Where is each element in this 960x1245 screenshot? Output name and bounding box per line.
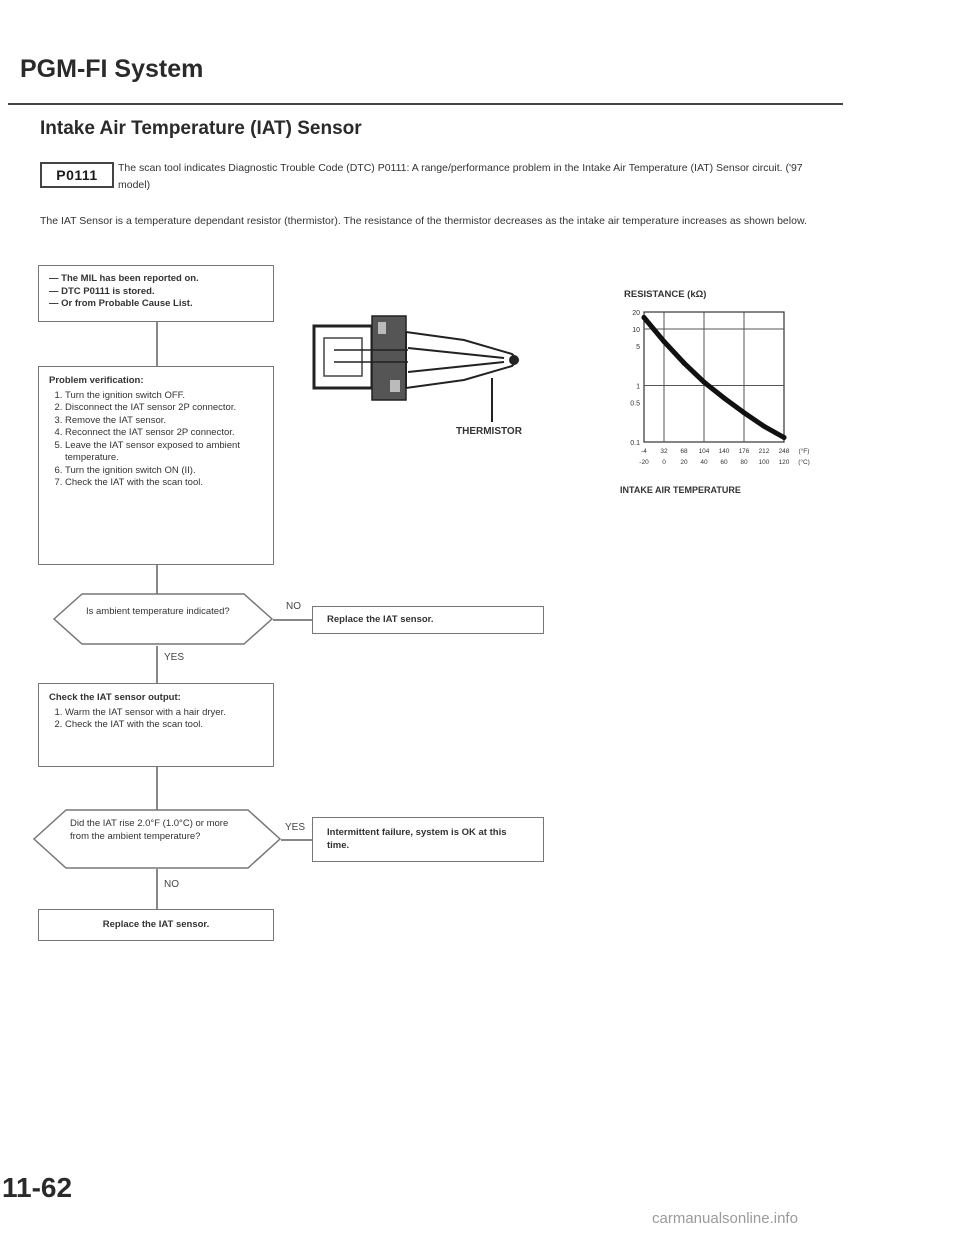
replace-sensor-box-2: Replace the IAT sensor. <box>38 909 274 941</box>
chart-y-axis-label: RESISTANCE (kΩ) <box>624 289 707 300</box>
x-tick-label-f: 104 <box>698 448 710 455</box>
decision-1-yes-label: YES <box>164 652 185 663</box>
y-tick-label: 10 <box>632 327 640 335</box>
chart-x-ticks <box>639 447 810 466</box>
output-check-steps <box>49 707 263 732</box>
dtc-code-badge: P0111 <box>40 162 114 188</box>
replace-sensor-box-1: Replace the IAT sensor. <box>312 606 544 634</box>
data-point <box>682 361 687 366</box>
x-tick-label-c: 120 <box>778 459 790 466</box>
y-tick-label: 0.5 <box>630 400 640 408</box>
step-item: 3. Remove the IAT sensor. <box>65 415 263 428</box>
flow-connector <box>281 839 313 841</box>
step-item: 1. Turn the ignition switch OFF. <box>65 390 263 403</box>
step-item: 4. Reconnect the IAT sensor 2P connector. <box>65 427 263 440</box>
header-rule <box>8 103 843 105</box>
decision-2-yes-label: YES <box>285 822 306 833</box>
decision-1-text: Is ambient temperature indicated? <box>86 606 230 617</box>
sensor-output-check-box <box>38 683 274 767</box>
x-tick-label-c: (°C) <box>798 459 810 466</box>
intermittent-failure-box: Intermittent failure, system is OK at this time. <box>312 817 544 862</box>
start-conditions-box <box>38 265 274 322</box>
condition-mil: — The MIL has been reported on. <box>49 273 199 284</box>
y-tick-label: 20 <box>632 310 640 317</box>
chart-grid <box>644 312 784 442</box>
problem-verification-box <box>38 366 274 565</box>
chart-y-ticks <box>630 310 640 447</box>
y-tick-label: 0.1 <box>630 440 640 447</box>
x-tick-label-f: 140 <box>718 448 730 455</box>
data-point <box>762 424 767 429</box>
watermark: carmanualsonline.info <box>652 1210 798 1227</box>
decision-1-shape <box>52 592 274 646</box>
x-tick-label-f: 176 <box>738 448 750 455</box>
flow-connector <box>156 322 158 366</box>
step-item: 1. Warm the IAT sensor with a hair dryer. <box>65 707 263 720</box>
page-number: 11-62 <box>2 1172 73 1203</box>
y-tick-label: 1 <box>636 383 640 391</box>
y-tick-label: 5 <box>636 344 640 352</box>
subsection-title: Intake Air Temperature (IAT) Sensor <box>40 118 362 139</box>
decision-1-no-label: NO <box>286 601 301 612</box>
decision-2-no-label: NO <box>164 879 179 890</box>
step-item: 2. Disconnect the IAT sensor 2P connector. <box>65 402 263 415</box>
condition-dtc: — DTC P0111 is stored. <box>49 285 155 297</box>
chart-frame <box>644 312 784 442</box>
data-point <box>782 435 787 440</box>
x-tick-label-c: -20 <box>639 459 649 466</box>
verification-title: Problem verification: <box>49 375 144 386</box>
series-points <box>642 315 787 440</box>
step-item: 5. Leave the IAT sensor exposed to ambient temperature. <box>65 440 263 465</box>
chart-x-axis-label: INTAKE AIR TEMPERATURE <box>620 485 741 495</box>
x-tick-label-f: -4 <box>641 448 647 455</box>
condition-probable-cause: — Or from Probable Cause List. <box>49 298 193 309</box>
x-tick-label-c: 80 <box>740 459 748 466</box>
flow-connector <box>156 646 158 684</box>
section-title: PGM-FI System <box>20 55 204 83</box>
x-tick-label-f: 32 <box>660 448 668 455</box>
x-tick-label-f: (°F) <box>798 448 810 455</box>
data-point <box>662 339 667 344</box>
flow-connector <box>156 767 158 810</box>
x-tick-label-f: 248 <box>778 448 790 455</box>
verification-steps <box>49 390 263 490</box>
intro-paragraph: The IAT Sensor is a temperature dependant resistor (thermistor). The resistance of the thermistor decreases as the intake air temperature increases as shown below. <box>40 215 807 227</box>
dtc-description: The scan tool indicates Diagnostic Trouble Code (DTC) P0111: A range/performance problem in the Intake Air Temperature (IAT) Sensor circuit. ('97 model) <box>118 162 803 191</box>
output-check-title: Check the IAT sensor output: <box>49 692 181 703</box>
iat-sensor-illustration <box>304 304 546 440</box>
decision-2-text: Did the IAT rise 2.0°F (1.0°C) or more from the ambient temperature? <box>70 818 229 842</box>
x-tick-label-f: 68 <box>680 448 688 455</box>
x-tick-label-f: 212 <box>758 448 770 455</box>
data-point <box>642 315 647 320</box>
x-tick-label-c: 60 <box>720 459 728 466</box>
resistance-temperature-chart <box>614 280 824 505</box>
thermistor-label: THERMISTOR <box>456 426 522 437</box>
data-point <box>702 380 707 385</box>
flow-connector <box>156 869 158 910</box>
x-tick-label-c: 20 <box>680 459 688 466</box>
flow-connector <box>273 619 313 621</box>
x-tick-label-c: 100 <box>758 459 770 466</box>
step-item: 2. Check the IAT with the scan tool. <box>65 719 263 732</box>
x-tick-label-c: 40 <box>700 459 708 466</box>
x-tick-label-c: 0 <box>662 459 666 466</box>
step-item: 7. Check the IAT with the scan tool. <box>65 477 263 490</box>
step-item: 6. Turn the ignition switch ON (II). <box>65 465 263 478</box>
data-point <box>722 396 727 401</box>
series-line-resistance <box>644 318 784 438</box>
data-point <box>742 410 747 415</box>
